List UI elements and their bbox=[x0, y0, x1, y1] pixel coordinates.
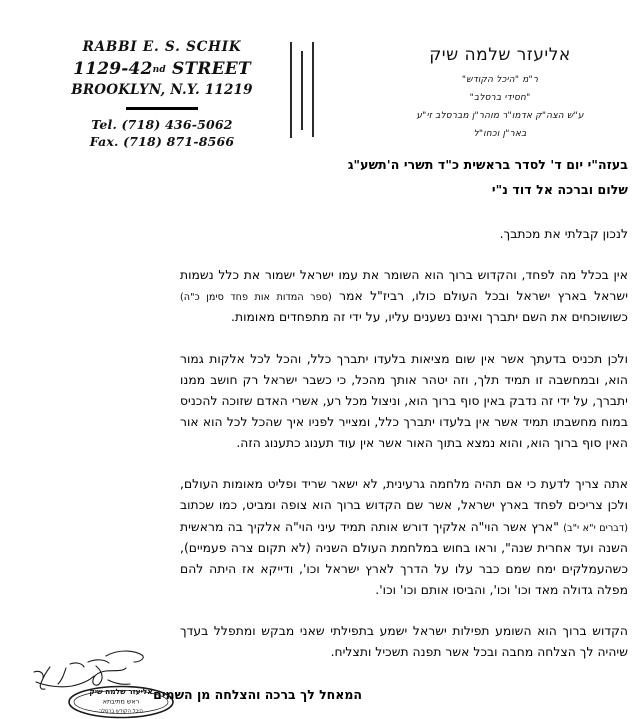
letter-date-line: בעזה"י יום ד' לסדר בראשית כ"ד תשרי ה'תשע"ג bbox=[347, 157, 628, 172]
signature-stroke-5 bbox=[34, 671, 43, 678]
signature-area bbox=[10, 650, 240, 719]
letter-paragraph-3: ולכן תכניס בדעתך אשר אין שום מציאות בלעדו יתברך כלל, והכל לכל אלקות גמור הוא, ובמחשבה זו תמיד תלך, וזה יטהר אותך מהכל, כי כשבר ישראל רק חושב ממנו יתברך, על ידי זה נדבק באין סוף ברוך הוא, וניצול מכל רע, אשרי האדם שזוכה להכניס במוח מחשבתו תמיד אשר אין בלעדו יתברך כלל, ומצייר לפניו איך שהכל לכל הוא אור האין סוף ברוך הוא, והוא נמצא בתוך האור אשר אין עוד תענוג כתענוג הזה. bbox=[180, 351, 628, 451]
signature-underline bbox=[36, 676, 94, 687]
letter-paragraph-2 bbox=[180, 265, 628, 328]
signature-loop bbox=[93, 666, 126, 685]
letterhead-english-street bbox=[44, 59, 280, 80]
paragraph-4-text-a: אתה צריך לדעת כי אם תהיה מלחמה גרעינית, לא ישאר שריד ופליט מאומות העולם, ולכן צריכים לפחד בארץ ישראל, אשר שם הקדוש ברוך הוא צופה ומביט, כמו שכתוב bbox=[180, 477, 628, 513]
stamp-name-text: אליעזר שלמה שיק bbox=[89, 687, 153, 696]
signature-flourish-top bbox=[106, 651, 143, 662]
letterhead-vertical-bars-ornament bbox=[290, 42, 330, 142]
letter-heading-block bbox=[0, 152, 642, 202]
letter-paragraph-5: הקדוש ברוך הוא השומע תפילות ישראל ישמע בתפילתי שאני מבקש ומתפלל בעדך שיהיה לך הצלחה מחבה ובכל אשר תפנה תשכיל ותצליח. bbox=[180, 624, 628, 660]
letterhead-english-name: RABBI E. S. SCHIK bbox=[82, 39, 242, 55]
vertical-bar-1 bbox=[290, 42, 292, 138]
signature-stroke-2 bbox=[70, 663, 84, 667]
letterhead bbox=[0, 0, 642, 150]
street-word: STREET bbox=[171, 58, 251, 79]
signature-stroke-3 bbox=[58, 668, 66, 684]
stamp-institution-text: היכל הקודש ברסלב bbox=[99, 708, 143, 715]
letterhead-hebrew-line3: ע"ש הצה"ק אדמו"ר מוהר"ן מברסלב זי"ע bbox=[416, 111, 584, 122]
stamp-title-text: ראש מתיבתא bbox=[102, 697, 140, 706]
letter-body bbox=[0, 152, 642, 702]
street-number: 1129-42 bbox=[73, 58, 153, 79]
paragraph-4-text-b: "ארץ אשר הוי"ה אלקיך דורש אותה תמיד עיני הוי"ה אלקיך בה מראשית השנה ועד אחרית שנה", וראו בחוש במלחמת העולם השניה (לא תקום צרה פעמיים), כשהעמלקים ימח שמם כבר עלו על הדרך לארץ ישראל וכו', ודייקא אז היתה להם מפלה גדולה מאד וכו' וכו', והביסו אותם וכו' וכו'. bbox=[180, 519, 628, 597]
signature-stroke-6 bbox=[108, 680, 130, 684]
letterhead-hebrew-block bbox=[366, 44, 634, 143]
letterhead-english-block bbox=[44, 38, 280, 150]
letterhead-telephone: Tel. (718) 436-5062 bbox=[91, 116, 233, 132]
letter-paragraph-4 bbox=[180, 474, 628, 601]
official-stamp bbox=[69, 687, 173, 718]
letterhead-english-city: BROOKLYN, N.Y. 11219 bbox=[71, 81, 253, 98]
vertical-bar-2 bbox=[301, 51, 303, 130]
letterhead-hebrew-line1: ר"מ "היכל הקודש" bbox=[461, 75, 539, 86]
street-ordinal: nd bbox=[152, 64, 166, 75]
paragraph-4-source-reference: (דברים י"א י"ב) bbox=[563, 522, 628, 534]
letter-greeting-line: שלום וברכה אל דוד נ"י bbox=[491, 182, 628, 197]
paragraph-2-text-b: כשושוכחים את השם יתברך ואינם נשענים עליו, על ידי זה מתפחדים מאומות. bbox=[231, 310, 628, 325]
vertical-bar-3 bbox=[312, 42, 314, 137]
letterhead-hebrew-line2: "חסידי ברסלב" bbox=[469, 93, 531, 104]
letter-salutation: לנכון קבלתי את מכתבך. bbox=[499, 227, 628, 241]
letter-closing-line: המאחל לך ברכה והצלחה מן השמים bbox=[153, 687, 362, 703]
handwritten-signature bbox=[10, 650, 240, 719]
paragraph-2-source-reference: (ספר המדות אות פחד סימן כ"ה) bbox=[180, 292, 332, 304]
letterhead-hebrew-name: אליעזר שלמה שיק bbox=[429, 45, 571, 65]
signature-stroke-1 bbox=[88, 660, 109, 663]
paragraph-2-text-a: אין בכלל מה לפחד, והקדוש ברוך הוא השומר את עמו ישראל ישמור את כלל נשמות ישראל בארץ ישראל ובכל העולם כולו, רביז"ל אמר bbox=[180, 268, 628, 304]
letterhead-fax: Fax. (718) 871-8566 bbox=[89, 133, 235, 149]
letterhead-divider-rule bbox=[126, 107, 198, 110]
letterhead-hebrew-line4: באר"ן וכחו"ל bbox=[473, 129, 527, 140]
